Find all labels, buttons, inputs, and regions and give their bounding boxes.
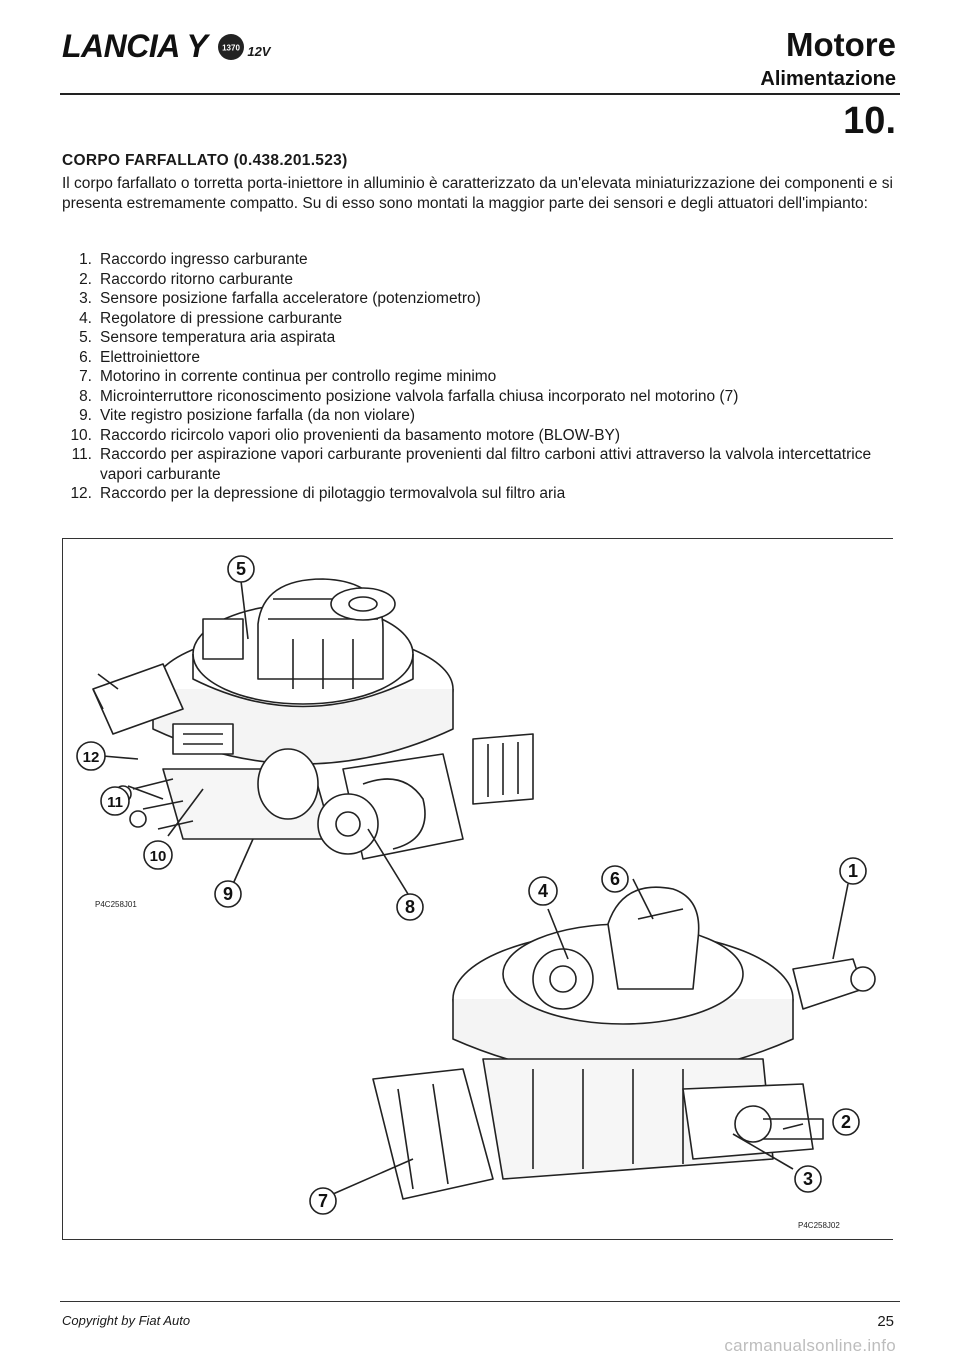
component-item xyxy=(62,289,902,309)
component-number: 9. xyxy=(79,407,92,424)
svg-text:6: 6 xyxy=(609,869,621,889)
component-text: Raccordo per la depressione di pilotaggio termovalvola sul filtro aria xyxy=(100,485,566,502)
callout-10 xyxy=(144,841,172,869)
chapter-number: 10. xyxy=(843,100,896,142)
component-list xyxy=(62,250,902,504)
component-item xyxy=(62,426,902,446)
brand-header xyxy=(62,28,270,65)
section-title: Motore xyxy=(786,26,896,63)
throttle-body-top-view xyxy=(93,579,533,859)
component-text: Raccordo ritorno carburante xyxy=(100,270,293,288)
callout-1 xyxy=(840,858,866,884)
page-number: 25 xyxy=(877,1313,894,1330)
engine-badge xyxy=(217,33,270,61)
component-text: Raccordo ingresso carburante xyxy=(100,251,308,268)
component-item xyxy=(62,348,902,368)
callout-9 xyxy=(215,881,241,907)
component-number: 7. xyxy=(79,368,92,385)
throttle-body-bottom-view xyxy=(373,887,875,1199)
component-text: Regolatore di pressione carburante xyxy=(100,309,343,327)
svg-text:7: 7 xyxy=(317,1191,329,1211)
component-number: 5. xyxy=(79,329,92,346)
figure-code-top: P4C258J01 xyxy=(95,900,137,909)
callout-12 xyxy=(77,742,105,770)
component-text: Microinterruttore riconoscimento posizione valvola farfalla chiusa incorporato nel motorino (7) xyxy=(100,387,739,405)
figure-code-bottom: P4C258J02 xyxy=(798,1221,840,1230)
badge-text: 1370 xyxy=(222,43,241,52)
component-number: 4. xyxy=(79,309,92,327)
component-number: 10. xyxy=(70,426,92,444)
component-item xyxy=(62,484,902,504)
section-heading: CORPO FARFALLATO (0.438.201.523) xyxy=(62,152,348,169)
svg-text:12: 12 xyxy=(82,749,100,766)
brand-name: LANCIA Y xyxy=(62,28,208,64)
callout-8 xyxy=(397,894,423,920)
callout-4 xyxy=(529,877,557,905)
badge-suffix: 12V xyxy=(247,43,271,59)
svg-text:1: 1 xyxy=(847,861,859,881)
throttle-body-figure xyxy=(62,538,893,1240)
component-text: Motorino in corrente continua per controllo regime minimo xyxy=(100,368,497,385)
component-text: Sensore posizione farfalla acceleratore (potenziometro) xyxy=(100,290,481,307)
watermark: carmanualsonline.info xyxy=(724,1336,896,1355)
copyright-text: Copyright by Fiat Auto xyxy=(62,1313,191,1328)
footer-divider xyxy=(60,1301,900,1302)
component-item xyxy=(62,406,902,426)
component-item xyxy=(62,309,902,329)
component-text: Raccordo per aspirazione vapori carburante provenienti dal filtro carboni attivi attraverso la valvola intercettatrice vapori carburante xyxy=(100,446,872,483)
callout-6 xyxy=(602,866,628,892)
svg-text:9: 9 xyxy=(222,884,234,904)
component-text: Elettroiniettore xyxy=(100,348,200,366)
callout-5 xyxy=(228,556,254,582)
component-text: Vite registro posizione farfalla (da non violare) xyxy=(100,407,416,424)
component-item xyxy=(62,387,902,407)
component-item xyxy=(62,328,902,348)
component-item xyxy=(62,445,902,484)
component-item xyxy=(62,270,902,290)
component-number: 6. xyxy=(79,348,92,366)
component-item xyxy=(62,367,902,387)
svg-text:2: 2 xyxy=(840,1112,852,1132)
svg-text:4: 4 xyxy=(537,881,549,901)
svg-text:8: 8 xyxy=(404,897,416,917)
svg-text:11: 11 xyxy=(107,794,123,811)
svg-text:10: 10 xyxy=(149,848,167,865)
component-number: 3. xyxy=(79,290,92,307)
svg-text:5: 5 xyxy=(235,559,247,579)
component-number: 2. xyxy=(79,270,92,288)
header-divider xyxy=(60,93,900,95)
component-number: 11. xyxy=(71,446,92,463)
engine-badge-icon xyxy=(217,33,245,61)
component-number: 1. xyxy=(79,251,92,268)
section-subtitle: Alimentazione xyxy=(760,68,896,90)
callout-3 xyxy=(795,1166,821,1192)
component-number: 8. xyxy=(79,387,92,405)
callout-7 xyxy=(310,1188,336,1214)
svg-text:3: 3 xyxy=(802,1169,814,1189)
throttle-body-illustration xyxy=(63,539,893,1239)
component-item xyxy=(62,250,902,270)
intro-paragraph: Il corpo farfallato o torretta porta-iniettore in alluminio è caratterizzato da un'elevata miniaturizzazione dei componenti e si presenta estremamente compatto. Su di esso sono montati la maggior parte dei sensori e degli attuatori dell'impianto: xyxy=(62,175,893,212)
callout-2 xyxy=(833,1109,859,1135)
component-number: 12. xyxy=(70,485,92,502)
component-text: Raccordo ricircolo vapori olio provenienti da basamento motore (BLOW-BY) xyxy=(100,426,621,444)
component-text: Sensore temperatura aria aspirata xyxy=(100,329,336,346)
callout-11 xyxy=(101,787,129,815)
